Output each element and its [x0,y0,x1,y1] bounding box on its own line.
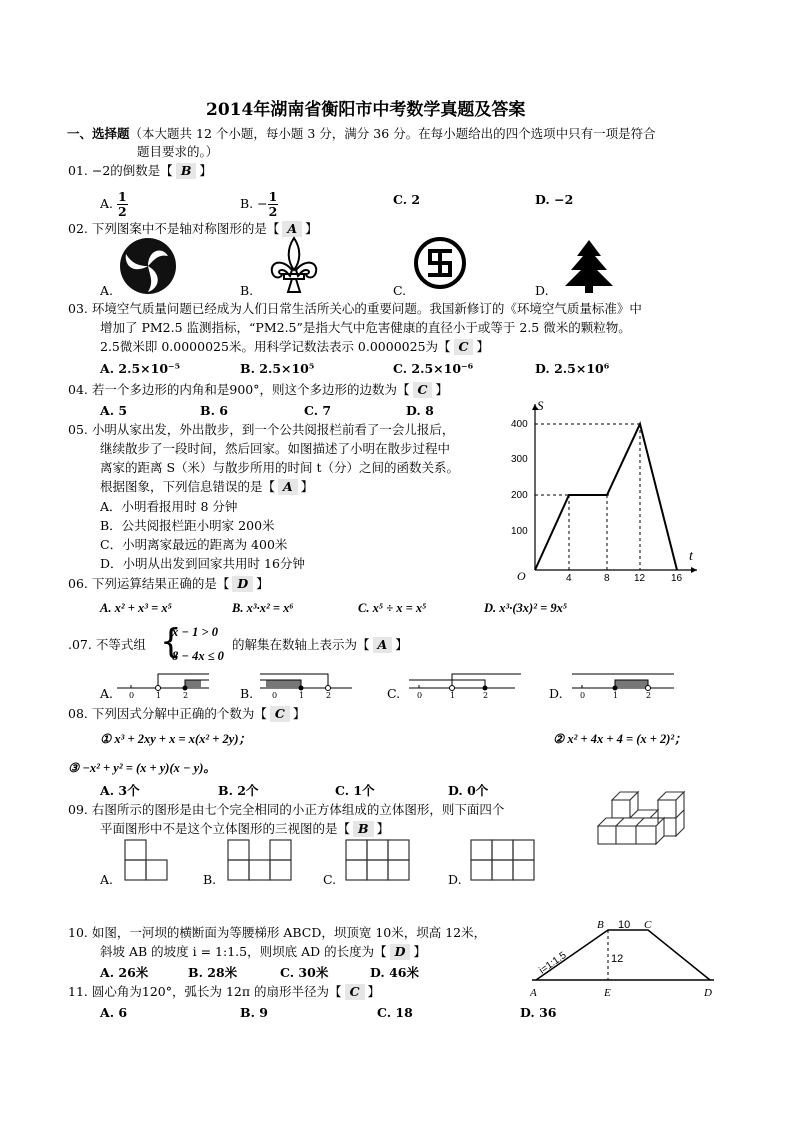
y-tick-300: 300 [511,454,528,465]
q3-bracket: 】 [476,339,489,354]
q11-option-b: B. 9 [240,1005,268,1020]
q2-stem: 下列图案中不是轴对称图形的是【 [91,221,280,236]
tick-1: 1 [450,691,456,700]
question-3 [68,301,642,317]
q11-stem: 圆心角为120°，弧长为 12π 的扇形半径为【 [91,984,342,999]
q4-stem: 若一个多边形的内角和是900°，则这个多边形的边数为【 [91,382,410,397]
q7-answer: A [373,637,393,653]
tick-0: 0 [417,691,423,700]
q3-line-3 [100,339,489,355]
q10-bracket: 】 [413,944,426,959]
q8-bracket: 】 [292,706,306,721]
q10-option-a: A. 26米 [100,965,149,980]
q3-line-1: 环境空气质量问题已经成为人们日常生活所关心的重要问题。我国新修订的《环境空气质量标准》中 [91,301,642,316]
q3-number: 03. [68,301,88,316]
q3-option-a: A. 2.5×10⁻⁵ [100,361,181,376]
q10-option-c: C. 30米 [280,965,329,980]
q2-bracket: 】 [305,221,318,236]
q11-answer: C [345,984,365,1000]
q9-number: 09. [68,802,88,817]
q6-option-c: C. x⁵ ÷ x = x⁵ [358,601,427,615]
origin-label: O [517,569,526,583]
question-11 [68,984,380,1000]
frac-num: 1 [268,189,278,204]
q10-answer: D [390,944,411,960]
q5-line-1: 小明从家出发，外出散步，到一个公共阅报栏前看了一会儿报后， [91,422,455,437]
system-brace: { [160,622,182,662]
q3-option-d: D. 2.5×10⁶ [535,361,610,376]
section-label: 一、选择题 [67,126,130,141]
q10-option-b: B. 28米 [188,965,238,980]
height-value: 12 [611,953,624,965]
q5-line-4 [100,479,313,495]
q9-option-c: C. [323,872,337,887]
q1-option-c: C. 2 [393,192,421,207]
x-tick-4: 4 [566,573,572,584]
q4-option-c: C. 7 [304,403,332,418]
q9-stem: 平面图形中不是这个立体图形的三视图的是【 [100,821,351,836]
q3-option-c: C. 2.5×10⁻⁶ [393,361,474,376]
q1-number: 01. [68,163,88,178]
q10-line-2 [100,944,426,960]
x-tick-8: 8 [604,573,610,584]
q9-line-2 [100,821,389,837]
q6-option-b: B. x³·x² = x⁶ [232,601,294,615]
y-tick-400: 400 [511,419,528,430]
q1-option-b [240,190,278,219]
q8-stem: 下列因式分解中正确的个数为【 [91,706,267,721]
q8-answer: C [270,706,290,722]
q4-answer: C [413,382,433,398]
x-tick-16: 16 [671,573,683,584]
q6-bracket: 】 [256,576,269,591]
q6-option-a: A. x² + x³ = x⁵ [100,601,172,615]
q5-answer: A [278,479,298,495]
q4-bracket: 】 [435,382,448,397]
q2-number: 02. [68,221,88,236]
number-line-b [256,668,356,700]
q2-option-c: C. [393,283,407,298]
triskelion-figure [118,236,178,296]
q7-tail [232,637,408,653]
q7-option-b: B. [240,686,254,701]
q10-line-1: 如图，一河坝的横断面为等腰梯形 ABCD，坝顶宽 10米，坝高 12米， [91,925,487,940]
q8-option-b: B. 2个 [218,783,259,798]
x-axis-arrow [691,567,697,573]
q5-option-c: C．小明离家最远的距离为 400米 [100,537,288,552]
tick-1: 1 [613,691,619,700]
label-a: A [530,987,537,999]
q3-stem: 2.5微米即 0.0000025米。用科学记数法表示 0.0000025为【 [100,339,451,354]
section-desc-2: 题目要求的。） [137,144,219,159]
q7-option-d: D. [549,686,563,701]
view-d [469,838,537,882]
q3-line-2: 增加了 PM2.5 监测指标，“PM2.5”是指大气中危害健康的直径小于或等于 2.5 微米的颗粒物。 [100,320,631,335]
q1-option-a-label: A. [100,196,114,211]
q1-bracket: 】 [199,163,212,178]
q6-stem: 下列运算结果正确的是【 [91,576,230,591]
q11-option-c: C. 18 [377,1005,413,1020]
q1-option-d: D. −2 [535,192,574,207]
q8-number: 08. [68,706,88,721]
tick-1: 1 [299,691,305,700]
q2-answer: A [282,221,302,237]
tick-0: 0 [580,691,586,700]
q7-inequality-2: 8 − 4x ≤ 0 [172,649,224,663]
distance-line [535,424,677,570]
q11-number: 11. [68,984,88,999]
q5-line-2: 继续散步了一段时间，然后回家。如图描述了小明在散步过程中 [100,441,451,456]
tick-2: 2 [183,691,189,700]
q8-option-d: D. 0个 [448,783,489,798]
fleur-de-lis-figure [266,236,322,294]
q8-expression-1: ① x³ + 2xy + x = x(x² + 2y)； [100,732,251,746]
number-line-c [405,668,525,700]
q9-bracket: 】 [376,821,390,836]
frac-den: 2 [268,204,278,219]
q7-inequality-1: x − 1 > 0 [172,625,218,639]
q4-number: 04. [68,382,88,397]
question-9 [68,802,504,818]
q3-answer: C [454,339,474,355]
page-title: 2014年湖南省衡阳市中考数学真题及答案 [206,100,526,120]
q5-line-3: 离家的距离 S（米）与散步所用的时间 t（分）之间的函数关系。 [100,460,460,475]
section-desc: （本大题共 12 个小题，每小题 3 分，满分 36 分。在每小题给出的四个选项中只有一项是符合 [129,126,656,141]
q7-option-a: A. [100,686,114,701]
frac-num: 1 [118,189,127,204]
q9-option-b: B. [203,872,217,887]
top-width: 10 [618,919,631,931]
question-5 [68,422,454,438]
q9-answer: B [353,821,374,837]
bank-logo-figure [414,237,466,289]
q7-stem-2: 的解集在数轴上表示为【 [232,637,370,652]
slope-label: i=1:1.5 [537,950,569,977]
q11-option-a: A. 6 [100,1005,128,1020]
label-d: D [704,987,712,999]
view-b [226,838,294,882]
question-10 [68,925,486,941]
q4-option-a: A. 5 [100,403,128,418]
q1-stem: −2的倒数是【 [91,163,173,178]
q5-bracket: 】 [300,479,314,494]
question-8 [68,706,305,722]
s-label: S [537,398,544,413]
q7-number: .07. [68,637,92,652]
q2-option-d: D. [535,283,549,298]
view-a [123,838,169,882]
number-line-d [568,668,678,700]
q5-option-d: D．小明从出发到回家共用时 16分钟 [100,556,305,571]
q8-expression-2: ② x² + 4x + 4 = (x + 2)²； [553,732,687,746]
t-label: t [689,549,693,564]
q5-option-a: A．小明看报用时 8 分钟 [100,499,238,514]
distance-time-graph [505,398,705,588]
q10-stem: 斜坡 AB 的坡度 i = 1:1.5，则坝底 AD 的长度为【 [100,944,387,959]
q9-option-d: D. [448,872,462,887]
tick-1: 1 [156,691,162,700]
q8-option-a: A. 3个 [100,783,140,798]
q9-line-1: 右图所示的图形是由七个完全相同的小正方体组成的立体图形，则下面四个 [91,802,505,817]
q1-option-a [100,190,128,219]
q7-option-c: C. [387,686,401,701]
q5-stem: 根据图象，下列信息错误的是【 [100,479,276,494]
q6-answer: D [232,576,253,592]
question-4 [68,382,448,398]
y-tick-100: 100 [511,526,528,537]
label-b: B [597,919,604,931]
tick-2: 2 [646,691,652,700]
section-heading [67,126,656,142]
q5-number: 05. [68,422,88,437]
frac-den: 2 [118,204,127,219]
question-6 [68,576,269,592]
label-c: C [644,919,652,931]
q8-option-c: C. 1个 [335,783,375,798]
view-c [344,838,412,882]
q4-option-b: B. 6 [200,403,228,418]
q10-option-d: D. 46米 [370,965,419,980]
label-e: E [604,987,611,999]
q11-option-d: D. 36 [520,1005,557,1020]
question-1 [68,163,212,179]
q1-option-b-label: B. − [240,196,268,211]
q1-option-a-fraction [117,190,128,219]
q4-option-d: D. 8 [406,403,434,418]
number-line-a [113,668,213,700]
q6-option-d: D. x³·(3x)² = 9x⁵ [484,601,568,615]
q9-option-a: A. [100,872,114,887]
q5-option-b: B．公共阅报栏距小明家 200米 [100,518,275,533]
question-7 [68,637,146,653]
question-2 [68,221,318,237]
x-tick-12: 12 [634,573,646,584]
q6-number: 06. [68,576,88,591]
q7-bracket: 】 [395,637,408,652]
q10-number: 10. [68,925,88,940]
tick-0: 0 [129,691,135,700]
q2-option-b: B. [240,283,254,298]
tick-0: 0 [272,691,278,700]
q3-option-b: B. 2.5×10⁵ [240,361,315,376]
cube-stack-figure [596,786,696,858]
pine-tree-figure [561,238,617,294]
y-tick-200: 200 [511,490,528,501]
q1-option-b-fraction [268,190,279,219]
q7-stem: 不等式组 [95,637,146,652]
q11-bracket: 】 [367,984,381,999]
tick-2: 2 [483,691,489,700]
dam-trapezoid [528,918,718,1000]
tick-2: 2 [326,691,332,700]
q1-answer: B [176,163,197,179]
q8-expression-3: ③ −x² + y² = (x + y)(x − y)。 [68,761,216,775]
q2-option-a: A. [100,283,114,298]
